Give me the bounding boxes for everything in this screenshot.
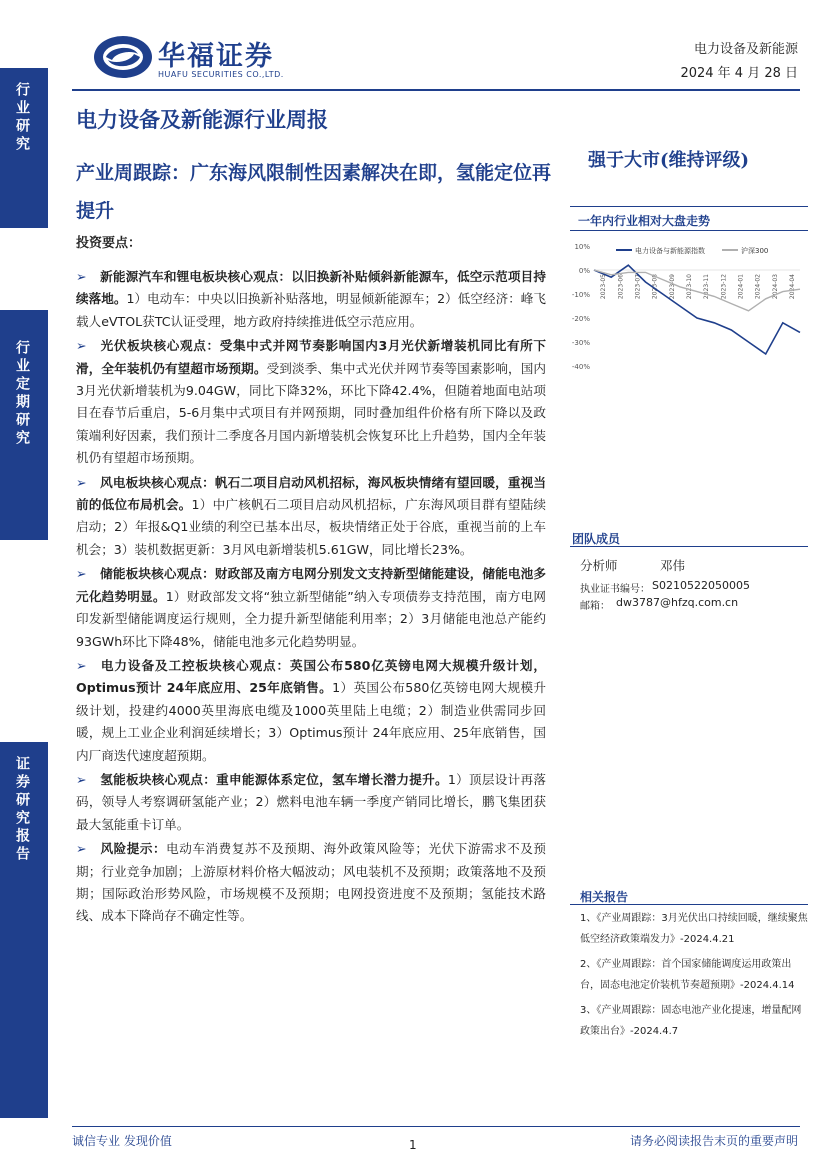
related-reports-list: [580, 908, 808, 1046]
list-item: [76, 655, 546, 767]
arrow-icon: ➢: [76, 566, 87, 582]
analyst-email[interactable]: dw3787@hfzq.com.cn: [616, 596, 739, 609]
chart-section-divider: [570, 206, 808, 207]
team-divider: [570, 546, 808, 547]
sidebar-block-report: [0, 742, 48, 1118]
cert-number: S0210522050005: [652, 579, 750, 592]
y-tick-label: 10%: [574, 243, 590, 251]
x-tick-label: 2024-04: [789, 274, 796, 300]
header-divider: [72, 89, 800, 91]
footer-divider: [72, 1126, 800, 1127]
x-tick-label: 2023-12: [720, 274, 728, 300]
list-item: [76, 769, 546, 836]
x-tick-label: 2023-09: [668, 274, 676, 300]
arrow-icon: ➢: [76, 338, 87, 354]
list-item: [76, 563, 546, 653]
x-tick-label: 2023-07: [634, 274, 642, 300]
arrow-icon: ➢: [76, 474, 87, 490]
arrow-icon: ➢: [76, 841, 87, 857]
x-tick-label: 2023-10: [686, 274, 693, 300]
bullet-text: 1）中广核帆石二项目启动风机招标，广东海风项目群有望陆续启动；2）年报&Q1业绩的利空已基本出尽，板块情绪正处于谷底，重视当前的上车机会；3）装机数据更新：3月风电新增装机5.61GW，同比增长23%。: [76, 497, 547, 557]
footer-slogan: 诚信专业 发现价值: [72, 1134, 172, 1148]
bullet-heading: 氢能板块核心观点：重申能源体系定位，氢车增长潜力提升。: [100, 771, 448, 787]
sidebar-block-research: [0, 68, 48, 228]
y-tick-label: -30%: [571, 339, 590, 347]
sidebar-block-periodic: [0, 310, 48, 540]
bullet-text: 1）财政部发文将“独立新型储能”纳入专项债券支持范围，南方电网印发新型储能调度运行规则，全力提升新型储能利用率；2）3月储能电池总产能约93GWh环比下降48%，储能电池多元化趋势明显。: [76, 588, 547, 649]
legend-label: 沪深300: [741, 247, 769, 255]
related-section-title: 相关报告: [580, 890, 629, 904]
chart-section-divider-bottom: [570, 230, 808, 231]
x-tick-label: 2023-08: [651, 274, 659, 300]
related-report-item[interactable]: 2、《产业周跟踪：首个国家储能调度运用政策出台，固态电池定价装机节奏超预期》-2024.4.14: [580, 959, 795, 991]
key-points-list: [76, 266, 546, 930]
series-line: [594, 270, 800, 311]
bullet-text: 1）电动车：中央以旧换新补贴落地，明显倾新能源车；2）低空经济：峰飞载人eVTOL获TC认证受理，地方政府持续推进低空示范应用。: [76, 291, 547, 329]
header-industry: 电力设备及新能源: [693, 42, 798, 57]
bullet-heading: 储能板块核心观点：财政部及南方电网分别发文支持新型储能建设，储能电池多元化趋势明显。: [76, 566, 546, 604]
y-tick-label: 0%: [578, 267, 590, 275]
bullet-text: 电动车消费复苏不及预期、海外政策风险等；光伏下游需求不及预期；行业竞争加剧；上游原材料价格大幅波动；风电装机不及预期；政策落地不及预期；国际政治形势风险，市场规模不及预期；电网投资进度不及预期；氢能技术路线、成本下降尚存不确定性等。: [76, 841, 547, 924]
arrow-icon: ➢: [76, 771, 87, 787]
page-number: 1: [409, 1138, 417, 1152]
footer-disclaimer: 请务必阅读报告末页的重要声明: [629, 1134, 798, 1148]
header-date: 2024 年 4 月 28 日: [680, 66, 798, 81]
x-tick-label: 2023-05: [600, 274, 608, 300]
arrow-icon: ➢: [76, 657, 87, 673]
bullet-text: 1）英国公布580亿英镑电网大规模升级计划，投建约4000英里海底电缆及1000英里陆上电缆；2）制造业供需同步回暖，规上工业企业利润延续增长；3）Optimus预计 24年底应用、25年底销售，国内厂商迭代速度超预期。: [76, 680, 546, 763]
rating: 强于大市(维持评级): [588, 150, 750, 171]
bullet-heading: 新能源汽车和锂电板块核心观点：以旧换新补贴倾斜新能源车，低空示范项目持续落地。: [76, 269, 546, 307]
company-logo: [92, 32, 322, 82]
y-tick-label: -10%: [571, 291, 590, 299]
relative-performance-chart: [562, 236, 808, 374]
analyst-role: 分析师: [580, 558, 618, 573]
bullet-text: 受到淡季、集中式光伏并网节奏等国素影响，国内3月光伏新增装机为9.04GW，同比下降32%，环比下降42.4%，但随着地面电站项目在春节后重启，5-6月集中式项目有并网预期，同时叠加组件价格有所下降以及政策端利好因素，我们预计二季度各月国内新增装机会恢复环比上升趋势，国内全年装机仍有望超市场预期。: [76, 360, 547, 466]
x-tick-label: 2024-01: [737, 274, 745, 300]
report-subtitle: 产业周跟踪：广东海风限制性因素解决在即，氢能定位再提升: [76, 162, 552, 222]
logo-swirl-icon: [92, 32, 154, 82]
list-item: [76, 266, 546, 333]
chart-section-title: 一年内行业相对大盘走势: [578, 214, 711, 228]
report-title: 电力设备及新能源行业周报: [76, 107, 328, 132]
bullet-heading: 风险提示：: [100, 841, 167, 857]
list-item: [76, 335, 546, 469]
x-tick-label: 2023-11: [703, 274, 711, 300]
bullet-heading: 电力设备及工控板块核心观点：英国公布580亿英镑电网大规模升级计划，Optimus预计 24年底应用、25年底销售。: [76, 657, 546, 696]
y-tick-label: -20%: [571, 315, 590, 323]
arrow-icon: ➢: [76, 269, 87, 284]
bullet-heading: 风电板块核心观点：帆石二项目启动风机招标，海风板块情绪有望回暖，重视当前的低位布局机会。: [76, 474, 546, 513]
legend-label: 电力设备与新能源指数: [635, 247, 705, 255]
related-report-item[interactable]: 1、《产业周跟踪：3月光伏出口持续回暖，继续聚焦低空经济政策端发力》-2024.4.21: [580, 913, 808, 945]
key-points-title: 投资要点：: [76, 236, 142, 251]
sidebar-label-report: 证券研究报告: [14, 756, 30, 864]
y-tick-label: -40%: [571, 363, 590, 371]
sidebar-label-research: 行业研究: [14, 82, 30, 154]
email-label: 邮箱：: [580, 601, 610, 612]
bullet-text: 1）顶层设计再落码，领导人考察调研氢能产业；2）燃料电池车辆一季度产销同比增长，鹏飞集团获最大氢能重卡订单。: [76, 771, 547, 832]
logo-chinese-name: 华福证券: [158, 41, 274, 72]
list-item: [76, 472, 546, 562]
bullet-heading: 光伏板块核心观点：受集中式并网节奏影响国内3月光伏新增装机同比有所下滑，全年装机仍有望超市场预期。: [76, 338, 546, 376]
team-section-title: 团队成员: [572, 532, 621, 546]
analyst-name: 邓伟: [660, 558, 686, 573]
x-tick-label: 2024-03: [771, 274, 779, 300]
cert-label: 执业证书编号：: [580, 584, 650, 595]
x-tick-label: 2024-02: [754, 274, 762, 300]
sidebar-label-periodic: 行业定期研究: [14, 340, 30, 448]
related-report-item[interactable]: 3、《产业周跟踪：固态电池产业化提速，增量配网政策出台》-2024.4.7: [580, 1005, 802, 1037]
series-line: [594, 265, 800, 354]
list-item: [76, 838, 546, 928]
x-tick-label: 2023-06: [617, 274, 625, 300]
related-divider: [570, 904, 808, 905]
logo-english-name: HUAFU SECURITIES CO.,LTD.: [158, 70, 284, 79]
